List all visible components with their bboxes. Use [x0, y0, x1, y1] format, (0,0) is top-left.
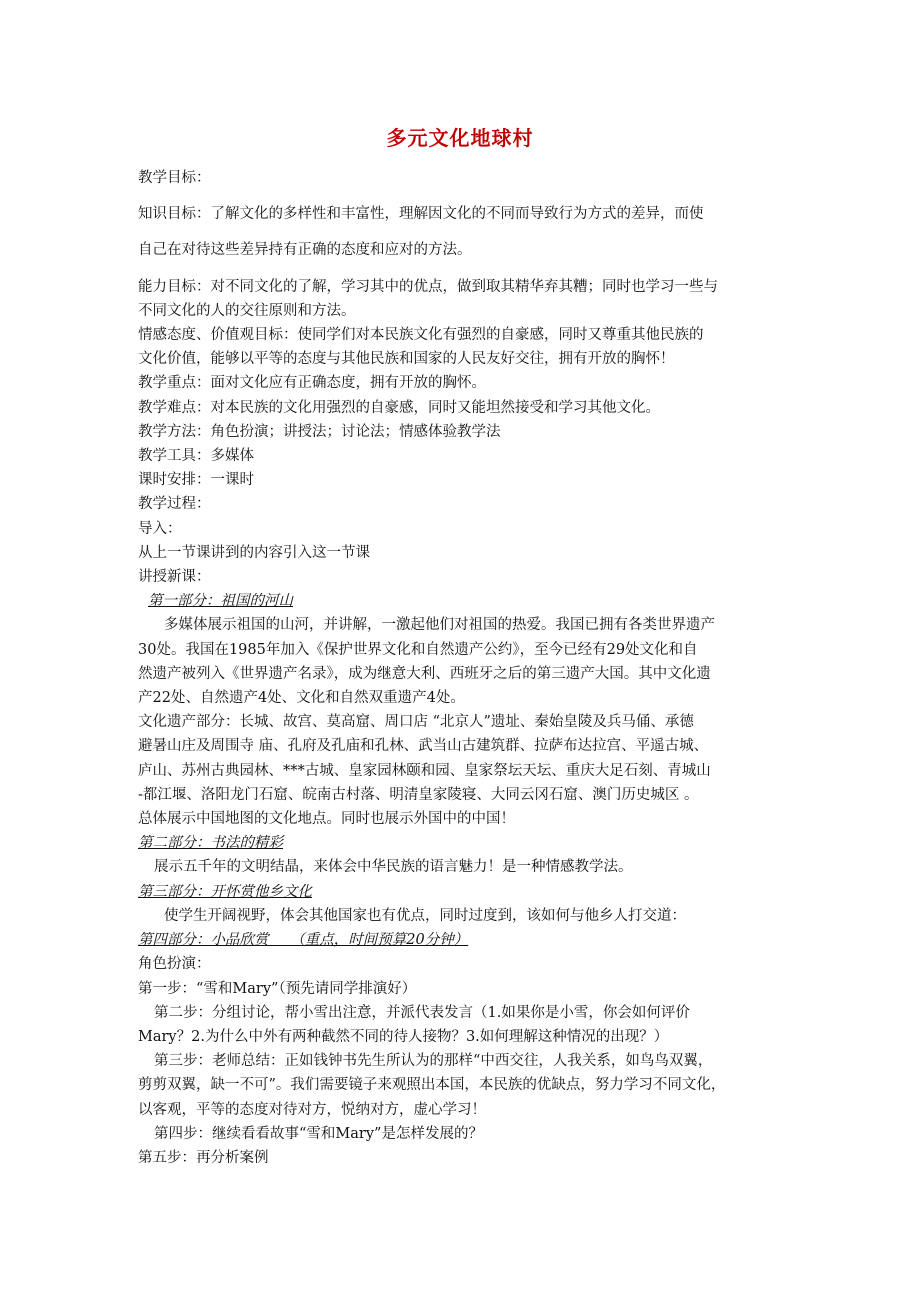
part4-heading: 第四部分：小品欣赏 （重点，时间预算20分钟）: [138, 932, 469, 949]
part1-line-3: 然遗产被列入《世界遗产名录》，成为继意大利、西班牙之后的第三遗产大国。其中文化遗: [138, 665, 711, 682]
step4: 第四步：继续看看故事“雪和Mary”是怎样发展的？: [154, 1125, 483, 1142]
intro-text: 从上一节课讲到的内容引入这一节课: [138, 544, 370, 561]
step3-line-1: 第三步：老师总结：正如钱钟书先生所认为的那样“中西交往，人我关系，如鸟鸟双翼，: [154, 1053, 713, 1070]
part2-heading: 第二部分：书法的精彩: [138, 835, 283, 852]
part3-heading: 第三部分：开怀赏他乡文化: [138, 883, 312, 900]
part1-line-4: 产22处、自然遗产4处、文化和自然双重遗产4处。: [138, 690, 465, 707]
step3-line-2: 剪剪双翼，缺一不可”。我们需要镜子来观照出本国，本民族的优缺点，努力学习不同文化，: [138, 1077, 726, 1094]
document-title: 多元文化地球村: [386, 126, 534, 150]
emotion-goal-line-2: 文化价值，能够以平等的态度与其他民族和国家的人民友好交往，拥有开放的胸怀！: [138, 351, 675, 368]
heritage-line-1: 文化遗产部分：长城、故宫、莫高窟、周口店 “北京人”遗址、秦始皇陵及兵马俑、承德: [138, 714, 694, 731]
process-heading: 教学过程：: [138, 496, 211, 513]
knowledge-goal-line-2: 自己在对待这些差异持有正确的态度和应对的方法。: [138, 242, 472, 259]
roleplay-heading: 角色扮演：: [138, 956, 211, 973]
part1-line-1: 多媒体展示祖国的山河，并讲解，一激起他们对祖国的热爱。我国已拥有各类世界遗产: [164, 617, 715, 634]
step1: 第一步：“雪和Mary”（预先请同学排演好）: [138, 980, 417, 997]
new-lesson-heading: 讲授新课：: [138, 569, 211, 586]
knowledge-goal-line-1: 知识目标：了解文化的多样性和丰富性，理解因文化的不同而导致行为方式的差异，而使: [138, 206, 704, 223]
teaching-method: 教学方法：角色扮演；讲授法；讨论法；情感体验教学法: [138, 423, 501, 440]
part1-heading: 第一部分：祖国的河山: [148, 593, 293, 610]
part1-line-2: 30处。我国在1985年加入《保护世界文化和自然遗产公约》，至今已经有29处文化和自: [138, 641, 698, 658]
step2-line-1: 第二步：分组讨论，帮小雪出注意，并派代表发言（1.如果你是小雪，你会如何评价: [154, 1004, 690, 1021]
teaching-tools: 教学工具：多媒体: [138, 448, 254, 465]
intro-heading: 导入：: [138, 520, 182, 537]
step5: 第五步：再分析案例: [138, 1149, 269, 1166]
ability-goal-line-2: 不同文化的人的交往原则和方法。: [138, 302, 356, 319]
map-line: 总体展示中国地图的文化地点。同时也展示外国中的中国！: [138, 811, 515, 828]
schedule: 课时安排：一课时: [138, 472, 254, 489]
document-body: [138, 166, 788, 1170]
goal-heading: 教学目标：: [138, 170, 211, 186]
heritage-line-4: -都江堰、洛阳龙门石窟、皖南古村落、明清皇家陵寝、大同云冈石窟、澳门历史城区 。: [138, 786, 699, 803]
part2-text: 展示五千年的文明结晶，来体会中华民族的语言魅力！是一种情感教学法。: [154, 859, 633, 876]
emotion-goal-line-1: 情感态度、价值观目标：使同学们对本民族文化有强烈的自豪感，同时又尊重其他民族的: [138, 327, 704, 344]
part3-text: 使学生开阔视野，体会其他国家也有优点，同时过度到，该如何与他乡人打交道：: [164, 907, 686, 924]
heritage-line-2: 避暑山庄及周围寺 庙、孔府及孔庙和孔林、武当山古建筑群、拉萨布达拉宫、平遥古城、: [138, 738, 709, 755]
difficulty: 教学难点：对本民族的文化用强烈的自豪感，同时又能坦然接受和学习其他文化。: [138, 399, 660, 416]
heritage-line-3: 庐山、苏州古典园林、***古城、皇家园林颐和园、皇家祭坛天坛、重庆大足石刻、青城山: [138, 762, 711, 779]
step2-line-2: Mary？2.为什么中外有两种截然不同的待人接物？3.如何理解这种情况的出现？）: [138, 1028, 669, 1045]
step3-line-3: 以客观，平等的态度对待对方，悦纳对方，虚心学习！: [138, 1101, 486, 1118]
key-point: 教学重点：面对文化应有正确态度，拥有开放的胸怀。: [138, 375, 486, 392]
ability-goal-line-1: 能力目标：对不同文化的了解，学习其中的优点，做到取其精华弃其糟；同时也学习一些与: [138, 278, 718, 295]
